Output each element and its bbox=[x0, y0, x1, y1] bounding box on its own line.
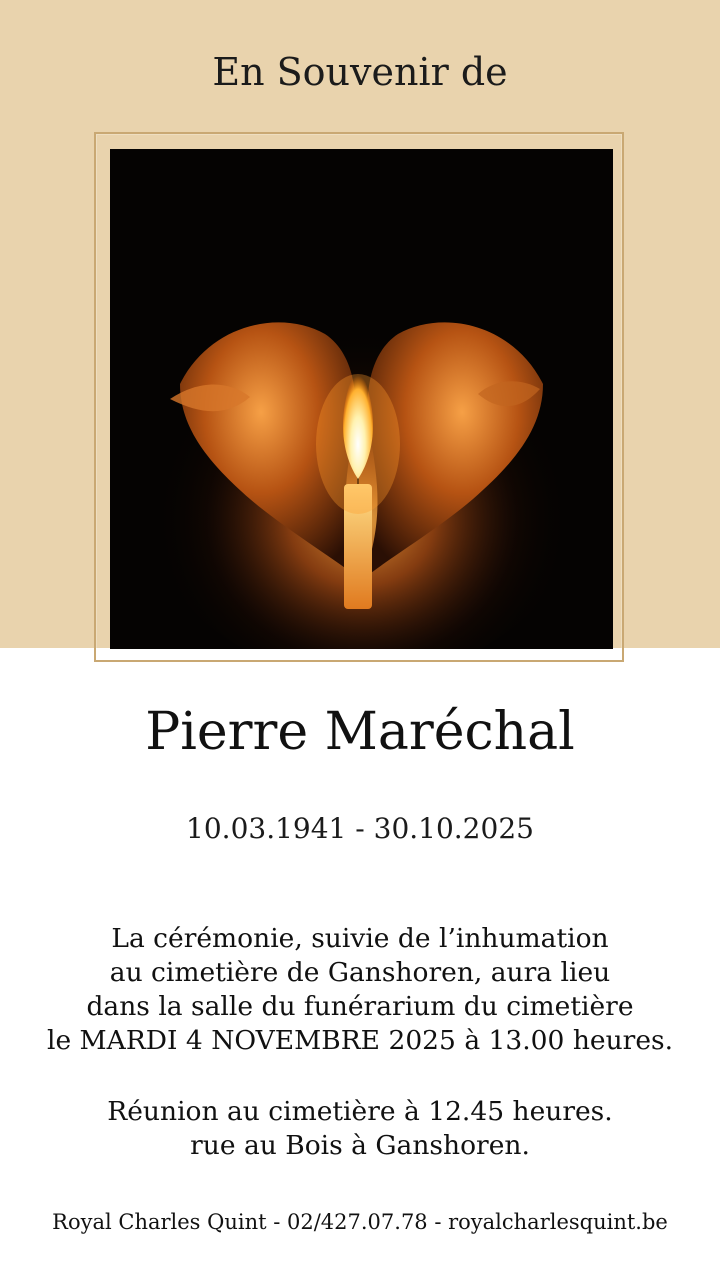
funeral-home-contact: Royal Charles Quint - 02/427.07.78 - royalcharlesquint.be bbox=[52, 1210, 668, 1234]
ceremony-line: dans la salle du funérarium du cimetière bbox=[86, 991, 634, 1022]
ceremony-details bbox=[0, 922, 720, 1058]
meeting-details bbox=[0, 1095, 720, 1163]
ceremony-line: le MARDI 4 NOVEMBRE 2025 à 13.00 heures. bbox=[46, 1025, 674, 1056]
meeting-line: Réunion au cimetière à 12.45 heures. bbox=[107, 1096, 613, 1127]
ceremony-line: La cérémonie, suivie de l’inhumation bbox=[111, 923, 609, 954]
meeting-line: rue au Bois à Ganshoren. bbox=[190, 1130, 530, 1161]
candle-in-heart-hands-icon bbox=[110, 149, 613, 649]
header-title: En Souvenir de bbox=[212, 50, 508, 94]
ceremony-line: au cimetière de Ganshoren, aura lieu bbox=[109, 957, 611, 988]
life-dates: 10.03.1941 - 30.10.2025 bbox=[186, 812, 534, 845]
deceased-name: Pierre Maréchal bbox=[145, 702, 575, 762]
memorial-photo bbox=[110, 149, 613, 649]
